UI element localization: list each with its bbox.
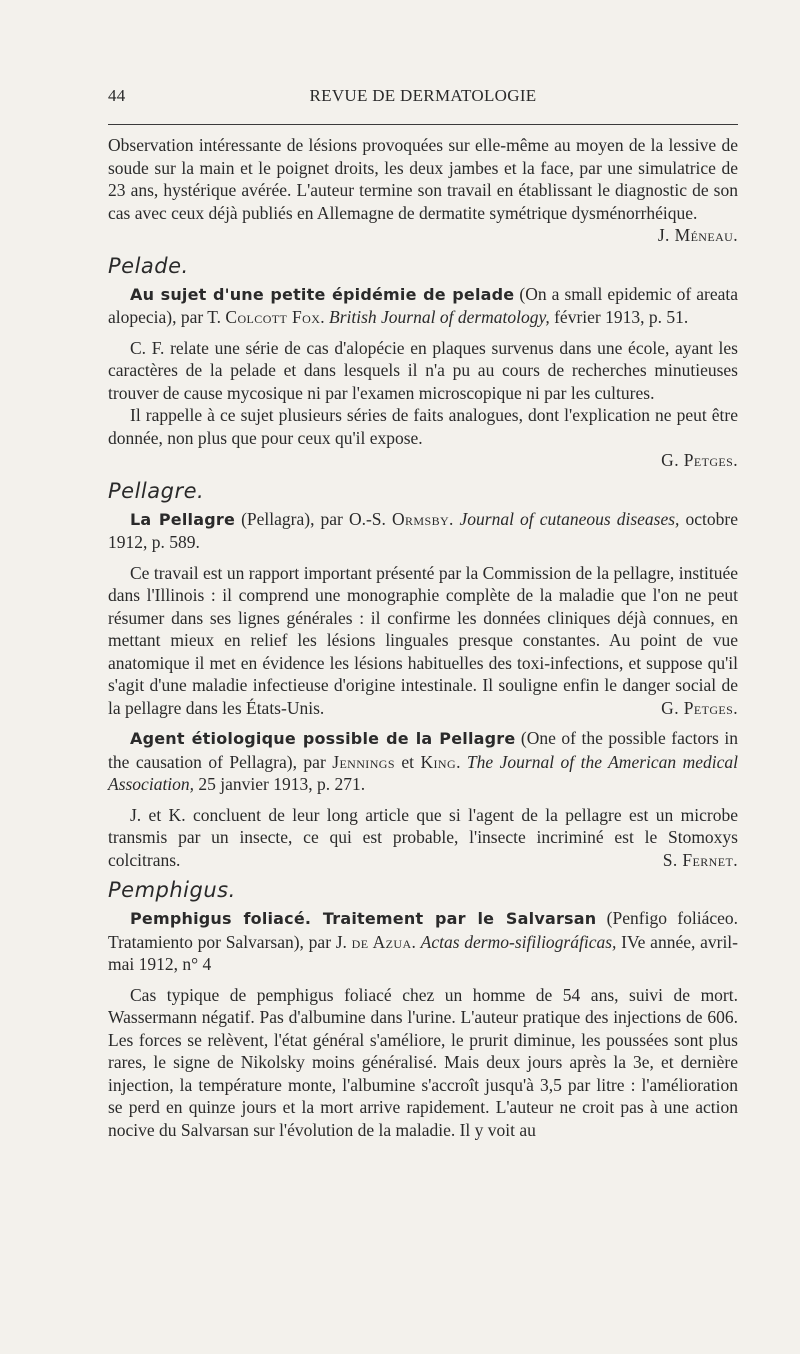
citation-journal: Actas dermo-sifiliográficas, xyxy=(420,931,617,952)
journal-title: REVUE DE DERMATOLOGIE xyxy=(309,86,537,105)
section-heading: Pelade. xyxy=(108,253,189,278)
citation-text: (One of the possible factors in the causation of Pellagra), par xyxy=(108,728,738,772)
citation-rest: 25 janvier 1913, p. 271. xyxy=(194,774,366,794)
page-content xyxy=(108,134,738,1141)
section-heading: Pemphigus. xyxy=(108,878,236,902)
citation-author: King xyxy=(420,751,457,772)
citation-sep: . xyxy=(456,751,467,772)
citation-journal: The Journal of the American medical Association, xyxy=(108,751,739,794)
citation-text: (Penfigo foliáceo. Tratamiento por Salvarsan), par J. xyxy=(108,908,738,952)
article-citation xyxy=(108,907,738,976)
signature: G. Petges. xyxy=(661,697,738,718)
article-citation xyxy=(108,508,738,554)
article-citation xyxy=(108,283,738,329)
citation-rest: IVe année, avril-mai 1912, n° 4 xyxy=(108,931,738,974)
running-header xyxy=(108,86,738,110)
article-paragraph xyxy=(108,562,738,720)
article-paragraph: Il rappelle à ce sujet plusieurs séries de faits analogues, dont l'explication ne peut être donnée, non plus que pour ceux qu'il expose. xyxy=(108,405,738,448)
citation-rest: octobre 1912, p. 589. xyxy=(108,508,738,552)
citation-sep: . xyxy=(320,307,330,327)
article-citation xyxy=(108,727,738,796)
article-text: J. et K. concluent de leur long article que si l'agent de la pellagre est un microbe transmis par un insecte, ce qui est probable, l'insecte incriminé est le Stomoxys colcitrans. xyxy=(108,804,738,870)
citation-journal: British Journal of dermatology, xyxy=(329,307,550,327)
citation-author: de Azua xyxy=(351,931,412,952)
header-rule xyxy=(108,124,738,125)
citation-author: Ormsby xyxy=(391,508,450,529)
signature: S. Fernet. xyxy=(662,849,738,870)
citation-journal: Journal of cutaneous diseases, xyxy=(459,508,680,529)
article-paragraph xyxy=(108,804,738,872)
article-title: Agent étiologique possible de la Pellagre xyxy=(130,729,516,748)
citation-sep: . xyxy=(449,508,460,529)
citation-text: (Pellagra), par O.-S. xyxy=(235,508,392,529)
signature: J. Méneau. xyxy=(657,225,738,245)
article-paragraph: Cas typique de pemphigus foliacé chez un homme de 54 ans, suivi de mort. Wassermann négatif. Pas d'albumine dans l'urine. L'auteur pratique des injections de 606. Les forces se relèvent, l'état général s'améliore, le prurit diminue, les poussées sont plus rares, le signe de Nikolsky moins généralisé. Mais deux jours après la 3e, et dernière injection, la température monte, l'albumine s'accroît jusqu'à 3,5 par litre : l'amélioration se perd en quinze jours et la mort arrive rapidement. L'auteur ne croit pas à une action nocive du Salvarsan sur l'évolution de la maladie. Il y voit au xyxy=(108,984,738,1140)
article-title: La Pellagre xyxy=(130,509,236,529)
citation-rest: février 1913, p. 51. xyxy=(549,307,689,327)
signature-line xyxy=(108,449,738,472)
citation-mid: et xyxy=(394,751,421,772)
signature: G. Petges. xyxy=(661,450,738,470)
section-heading: Pellagre. xyxy=(108,478,205,503)
intro-paragraph xyxy=(108,134,738,245)
citation-author: Colcott Fox xyxy=(225,307,321,327)
article-title: Pemphigus foliacé. Traitement par le Salvarsan xyxy=(130,909,597,928)
article-title: Au sujet d'une petite épidémie de pelade xyxy=(130,284,515,304)
article-text: Ce travail est un rapport important présenté par la Commission de la pellagre, instituée dans l'Illinois : il comprend une monographie complète de la maladie que l'on ne peut résumer dans ses lignes générales : il confirme les données cliniques déjà connues, en mettant mieux en relief les lésions linguales presque constantes. Au point de vue anatomique il met en évidence les lésions habituelles des toxi-infections, et suppose qu'il s'agit d'une maladie infectieuse d'origine intestinale. Il souligne enfin le danger social de la pellagre dans les États-Unis. xyxy=(108,562,738,718)
article-paragraph: C. F. relate une série de cas d'alopécie en plaques survenus dans une école, ayant les caractères de la pelade et dans lesquels il n'a pu au cours de recherches minutieuses trouver de cause mycosique ni par l'examen microscopique ni par les cultures. xyxy=(108,337,738,403)
citation-text: (On a small epidemic of areata alopecia), par T. xyxy=(108,283,738,327)
citation-sep: . xyxy=(411,931,421,952)
page-number: 44 xyxy=(108,86,126,105)
citation-author: Jennings xyxy=(332,751,395,772)
intro-text: Observation intéressante de lésions provoquées sur elle-même au moyen de la lessive de soude sur la main et le poignet droits, les deux jambes et la face, par une simulatrice de 23 ans, hystérique avérée. L'auteur termine son travail en établissant le diagnostic de son cas avec ceux déjà publiés en Allemagne de dermatite symétrique dysménorrhéique. xyxy=(108,135,738,223)
